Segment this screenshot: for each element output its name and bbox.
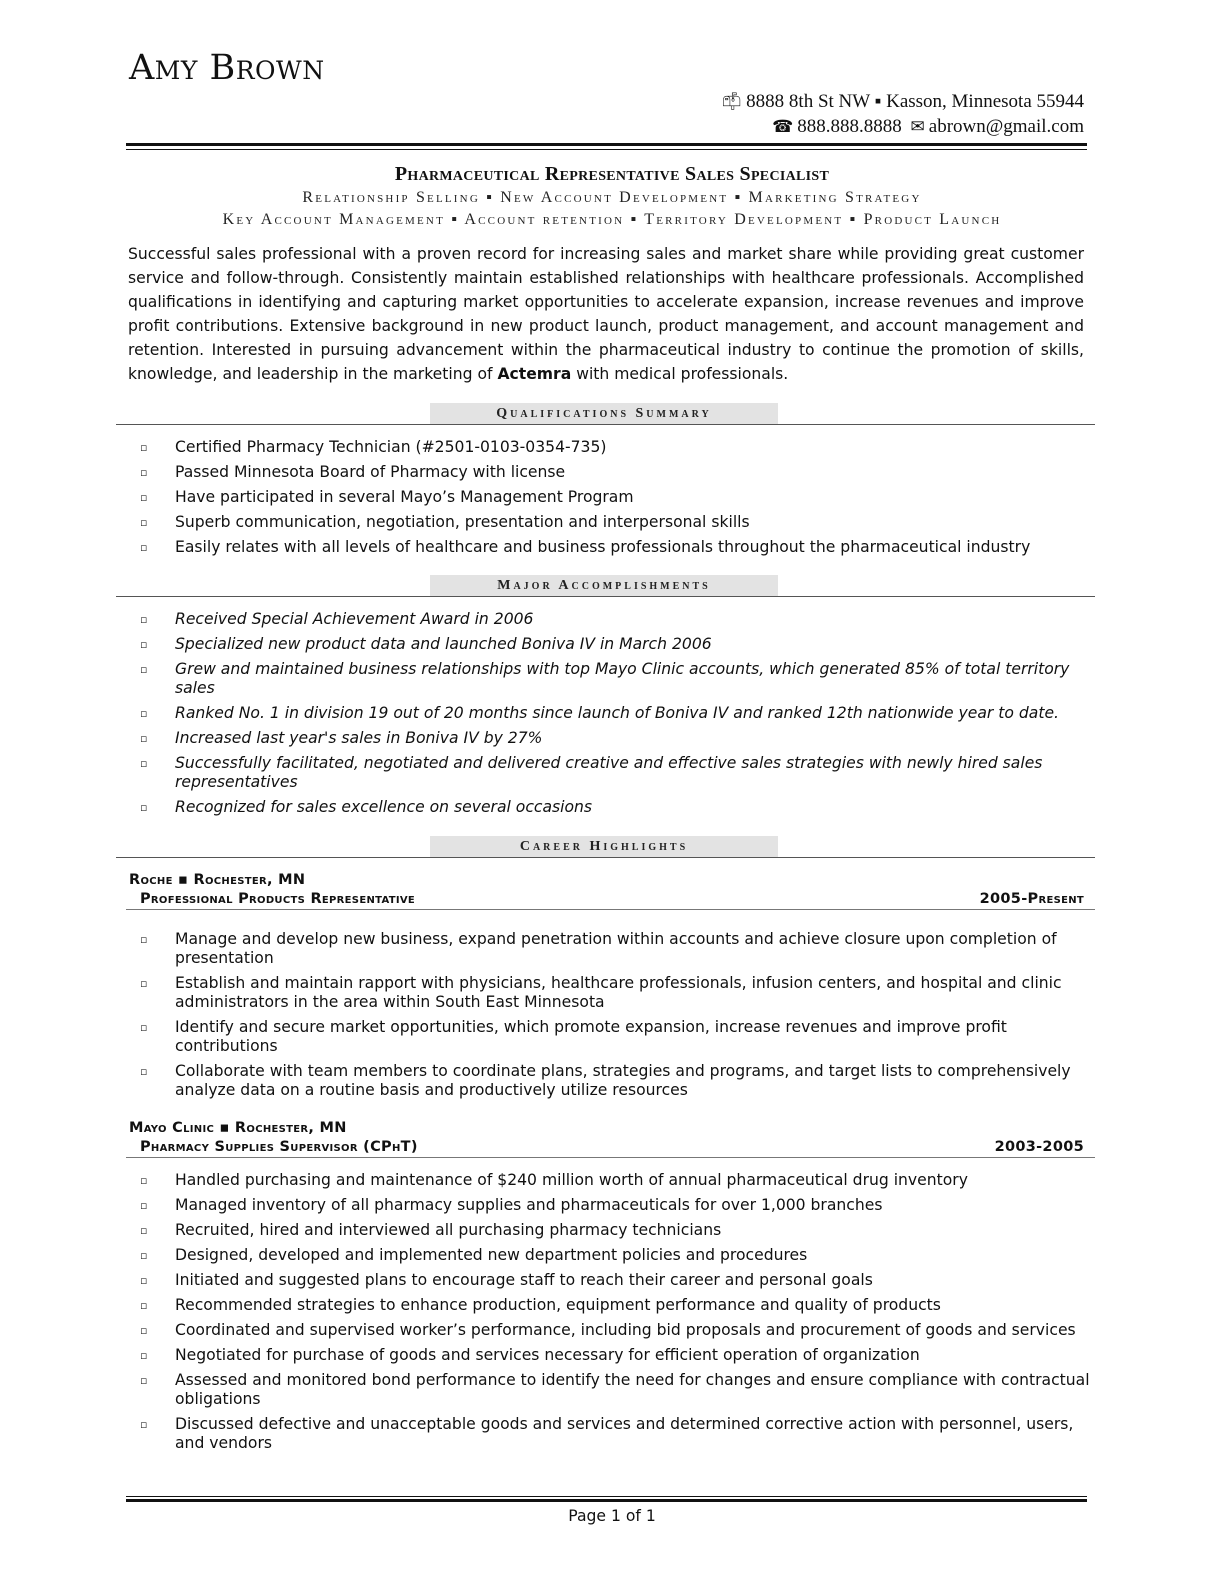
list-item-text: Increased last year's sales in Boniva IV by 27%	[175, 729, 543, 747]
header-rule	[126, 143, 1087, 146]
employer-roche: Roche ▪ Rochester, MN	[129, 872, 306, 888]
list-item-text: Have participated in several Mayo’s Management Program	[175, 488, 634, 506]
contact-line	[772, 116, 1084, 138]
list-item	[140, 463, 1090, 482]
footer-rule-thin	[126, 1496, 1087, 1497]
list-item	[140, 729, 1090, 748]
profile-summary	[128, 242, 1084, 386]
bullet-icon: ▫	[140, 613, 148, 626]
bullet-icon: ▫	[140, 1249, 148, 1262]
headline-skills-1: Relationship Selling ▪ New Account Development ▪ Marketing Strategy	[302, 189, 922, 206]
bullet-icon: ▫	[140, 1199, 148, 1212]
bullet-icon: ▫	[140, 1324, 148, 1337]
candidate-name: Amy Brown	[129, 48, 325, 88]
bullet-icon: ▫	[140, 491, 148, 504]
list-item-text: Specialized new product data and launched Boniva IV in March 2006	[175, 635, 712, 653]
bullet-icon: ▫	[140, 1224, 148, 1237]
list-item	[140, 635, 1090, 654]
phone-text: 888.888.8888	[797, 116, 902, 137]
list-item	[140, 1271, 1090, 1290]
envelope-icon: ✉︎	[910, 117, 925, 136]
list-item-text: Superb communication, negotiation, presentation and interpersonal skills	[175, 513, 750, 531]
list-item	[140, 488, 1090, 507]
list-item	[140, 1196, 1090, 1215]
bullet-icon: ▫	[140, 757, 148, 770]
job-dates-mayo: 2003-2005	[994, 1139, 1084, 1155]
bullet-icon: ▫	[140, 977, 148, 990]
list-item-text: Passed Minnesota Board of Pharmacy with license	[175, 463, 566, 481]
list-item-text: Ranked No. 1 in division 19 out of 20 months since launch of Boniva IV and ranked 12th nationwide year to date.	[175, 704, 1060, 722]
list-item	[140, 1415, 1090, 1453]
list-item-text: Manage and develop new business, expand penetration within accounts and achieve closure upon completion of presentation	[175, 930, 1057, 967]
list-item-text: Recruited, hired and interviewed all purchasing pharmacy technicians	[175, 1221, 722, 1239]
bullet-icon: ▫	[140, 1065, 148, 1078]
employer-mayo: Mayo Clinic ▪ Rochester, MN	[129, 1120, 347, 1136]
list-item-text: Easily relates with all levels of healthcare and business professionals throughout the pharmaceutical industry	[175, 538, 1031, 556]
list-item-text: Coordinated and supervised worker’s performance, including bid proposals and procurement of goods and services	[175, 1321, 1076, 1339]
job-rule	[126, 909, 1095, 910]
job-dates-roche: 2005-Present	[979, 891, 1084, 907]
list-item-text: Certified Pharmacy Technician (#2501-0103-0354-735)	[175, 438, 607, 456]
section-rule	[116, 424, 1095, 425]
bullet-icon: ▫	[140, 541, 148, 554]
qualifications-list	[140, 438, 1090, 563]
list-item	[140, 1171, 1090, 1190]
list-item	[140, 1321, 1090, 1340]
accomplishments-list	[140, 610, 1090, 823]
bullet-icon: ▫	[140, 638, 148, 651]
list-item	[140, 1221, 1090, 1240]
page-number: Page 1 of 1	[568, 1507, 656, 1525]
section-heading-accomplishments: Major Accomplishments	[430, 575, 778, 596]
bullet-icon: ▫	[140, 707, 148, 720]
list-item-text: Recognized for sales excellence on several occasions	[175, 798, 593, 816]
bullet-icon: ▫	[140, 1418, 148, 1431]
list-item-text: Identify and secure market opportunities, which promote expansion, increase revenues and improve profit contributions	[175, 1018, 1007, 1055]
list-item	[140, 1018, 1090, 1056]
section-heading-qualifications: Qualifications Summary	[430, 403, 778, 424]
bullet-icon: ▫	[140, 933, 148, 946]
bullet-icon: ▫	[140, 441, 148, 454]
address-text: 8888 8th St NW ▪ Kasson, Minnesota 55944	[746, 91, 1084, 112]
list-item	[140, 704, 1090, 723]
bullet-icon: ▫	[140, 1274, 148, 1287]
mailbox-icon: 📫︎	[720, 92, 743, 111]
list-item	[140, 538, 1090, 557]
bullet-icon: ▫	[140, 663, 148, 676]
phone-icon: ☎	[772, 117, 794, 136]
list-item	[140, 1246, 1090, 1265]
bullet-icon: ▫	[140, 516, 148, 529]
list-item	[140, 798, 1090, 817]
list-item	[140, 930, 1090, 968]
bullet-icon: ▫	[140, 1021, 148, 1034]
roche-duties-list	[140, 930, 1090, 1106]
list-item	[140, 1296, 1090, 1315]
address-line	[721, 91, 1084, 113]
bullet-icon: ▫	[140, 1349, 148, 1362]
list-item-text: Establish and maintain rapport with physicians, healthcare professionals, infusion centers, and hospital and clinic administrators in the area within South East Minnesota	[175, 974, 1062, 1011]
bullet-icon: ▫	[140, 732, 148, 745]
list-item	[140, 1062, 1090, 1100]
headline-skills-2: Key Account Management ▪ Account retention ▪ Territory Development ▪ Product Launch	[222, 211, 1002, 228]
section-heading-career: Career Highlights	[430, 836, 778, 857]
list-item	[140, 974, 1090, 1012]
list-item-text: Discussed defective and unacceptable goods and services and determined corrective action with personnel, users, and vendors	[175, 1415, 1074, 1452]
list-item-text: Assessed and monitored bond performance to identify the need for changes and ensure compliance with contractual obligations	[175, 1371, 1090, 1408]
section-rule	[116, 857, 1095, 858]
job-rule	[126, 1157, 1095, 1158]
list-item-text: Received Special Achievement Award in 2006	[175, 610, 534, 628]
list-item-text: Recommended strategies to enhance production, equipment performance and quality of products	[175, 1296, 941, 1314]
list-item	[140, 513, 1090, 532]
job-title-roche: Professional Products Representative	[140, 891, 416, 907]
bullet-icon: ▫	[140, 1174, 148, 1187]
list-item	[140, 1371, 1090, 1409]
summary-text: Successful sales professional with a proven record for increasing sales and market share while providing great customer service and follow-through. Consistently maintain established relationships with healthcare professionals. Accomplished qualifications in identifying and capturing market opportunities to accelerate expansion, increase revenues and improve profit contributions. Extensive background in new product launch, product management, and account management and retention. Interested in pursuing advancement within the pharmaceutical industry to continue the promotion of skills, knowledge, and leadership in the marketing of	[128, 245, 1084, 383]
bullet-icon: ▫	[140, 1374, 148, 1387]
list-item-text: Grew and maintained business relationships with top Mayo Clinic accounts, which generated 85% of total territory sales	[175, 660, 1070, 697]
list-item-text: Initiated and suggested plans to encourage staff to reach their career and personal goals	[175, 1271, 873, 1289]
summary-highlight: Actemra	[497, 365, 572, 383]
bullet-icon: ▫	[140, 466, 148, 479]
list-item-text: Handled purchasing and maintenance of $240 million worth of annual pharmaceutical drug inventory	[175, 1171, 968, 1189]
section-rule	[116, 596, 1095, 597]
mayo-duties-list	[140, 1171, 1090, 1459]
list-item-text: Designed, developed and implemented new department policies and procedures	[175, 1246, 808, 1264]
list-item-text: Negotiated for purchase of goods and services necessary for efficient operation of organization	[175, 1346, 920, 1364]
list-item	[140, 1346, 1090, 1365]
headline-title: Pharmaceutical Representative Sales Specialist	[394, 163, 830, 185]
job-title-mayo: Pharmacy Supplies Supervisor (CPhT)	[140, 1139, 418, 1155]
list-item	[140, 438, 1090, 457]
list-item-text: Successfully facilitated, negotiated and delivered creative and effective sales strategies with newly hired sales representatives	[175, 754, 1043, 791]
list-item	[140, 610, 1090, 629]
header-rule-thin	[126, 149, 1087, 150]
summary-tail: with medical professionals.	[571, 365, 789, 383]
list-item	[140, 754, 1090, 792]
list-item-text: Collaborate with team members to coordinate plans, strategies and programs, and target lists to comprehensively analyze data on a routine basis and productively utilize resources	[175, 1062, 1071, 1099]
bullet-icon: ▫	[140, 1299, 148, 1312]
email-text: abrown@gmail.com	[928, 116, 1084, 137]
list-item-text: Managed inventory of all pharmacy supplies and pharmaceuticals for over 1,000 branches	[175, 1196, 883, 1214]
list-item	[140, 660, 1090, 698]
footer-rule	[126, 1499, 1087, 1502]
bullet-icon: ▫	[140, 801, 148, 814]
